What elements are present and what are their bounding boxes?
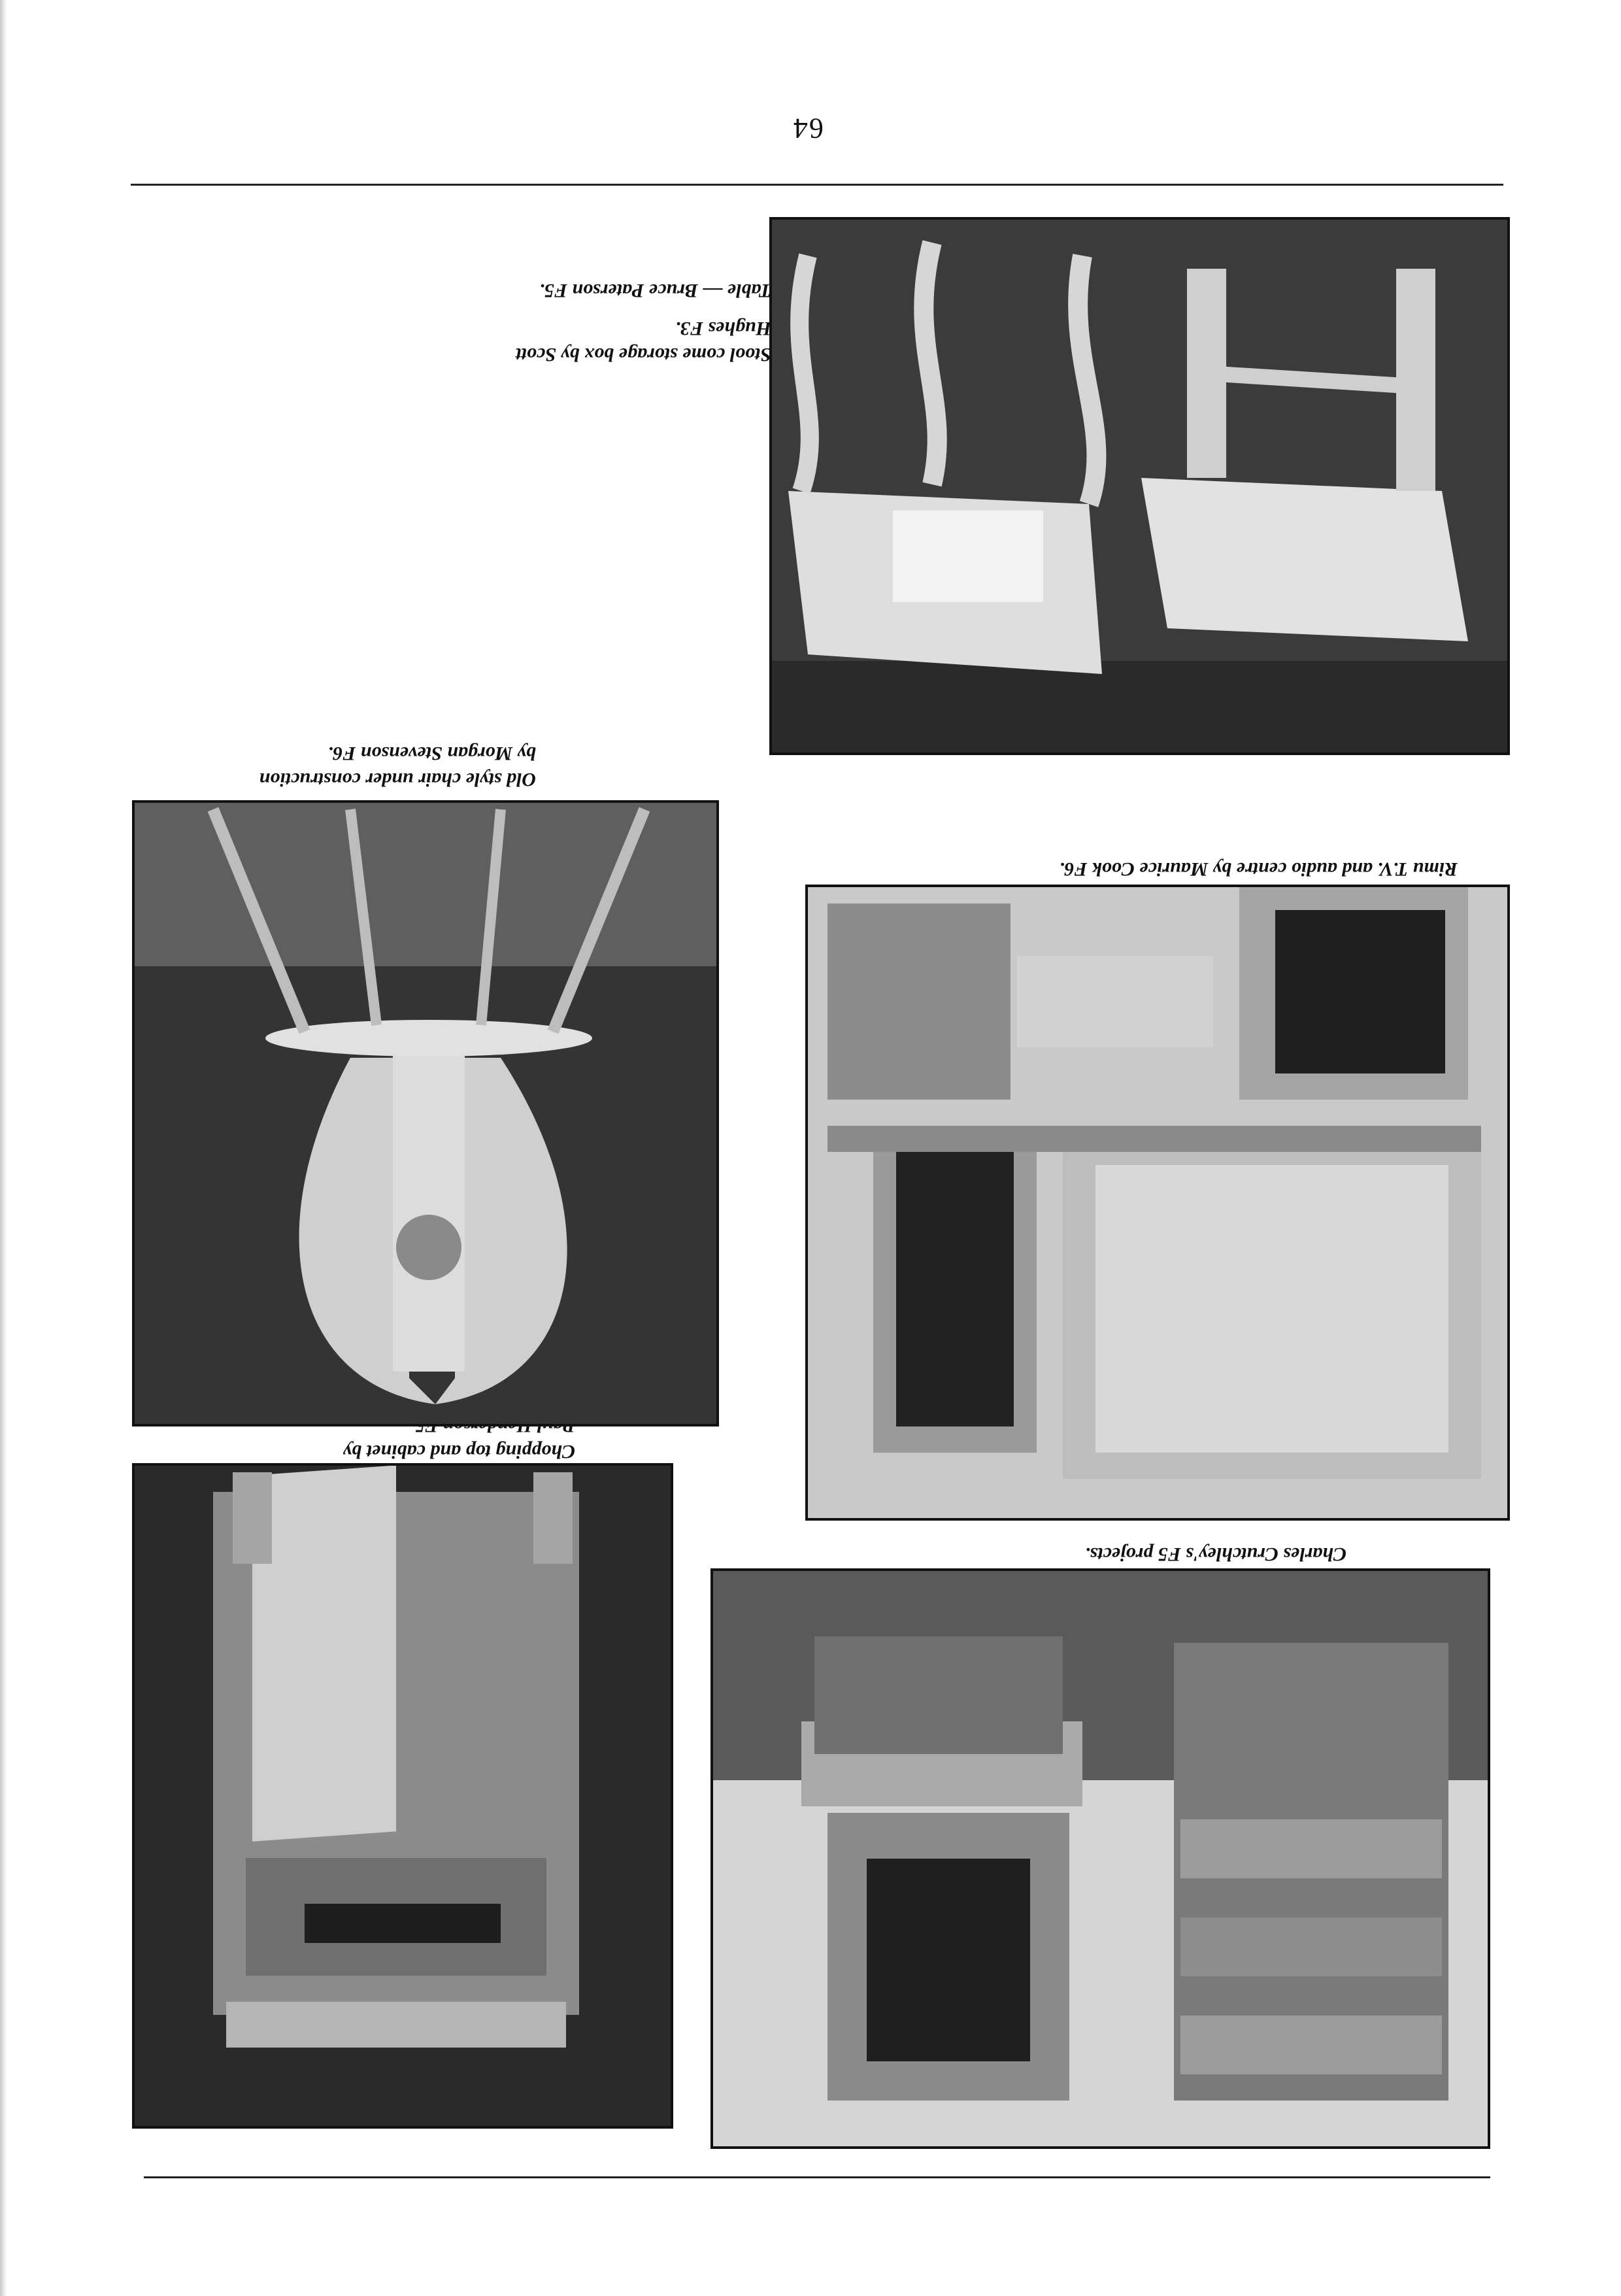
bottom-rule	[131, 184, 1503, 186]
chopping-cabinet-illustration	[135, 1466, 671, 2126]
top-rule	[144, 2176, 1490, 2178]
caption-line: Stool come storage box by Scott	[516, 344, 771, 365]
caption-chair	[13, 740, 536, 792]
caption-line: Charles Crutchley's F5 projects.	[1084, 1544, 1346, 1565]
photo-stool-table	[769, 217, 1510, 755]
photo-chair	[132, 800, 719, 1427]
caption-line: Old style chair under construction	[259, 769, 536, 790]
stool-table-illustration	[772, 220, 1507, 752]
caption-line: Hughes F3.	[675, 318, 771, 339]
caption-line: Chopping top and cabinet by	[343, 1441, 575, 1462]
chair-illustration	[135, 803, 716, 1424]
crutchley-projects-illustration	[713, 1571, 1488, 2146]
page-number: 64	[792, 112, 824, 144]
photo-chopping-cabinet	[132, 1463, 673, 2129]
caption-crutchley-projects	[758, 1541, 1346, 1567]
photo-crutchley-projects	[710, 1568, 1490, 2149]
caption-line: Rimu T.V. and audio centre by Maurice Cook F6.	[1059, 858, 1458, 880]
tv-audio-centre-illustration	[808, 887, 1507, 1518]
photo-tv-audio-centre	[805, 885, 1510, 1521]
caption-line: by Morgan Stevenson F6.	[327, 743, 536, 764]
caption-line: Table — Bruce Paterson F5.	[539, 280, 771, 301]
caption-stool-table	[248, 277, 771, 367]
scan-edge-shadow	[0, 0, 7, 2296]
caption-tv-audio-centre	[804, 856, 1458, 882]
